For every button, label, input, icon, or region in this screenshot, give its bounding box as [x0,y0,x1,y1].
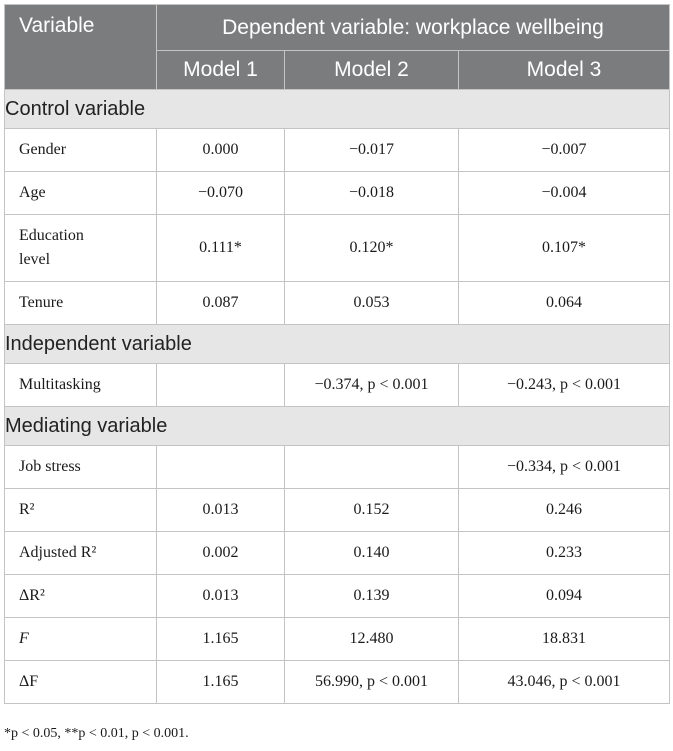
row-label: F [5,618,157,661]
table-row-multitasking [5,364,670,407]
header-model-3: Model 3 [459,51,670,90]
cell-model-1: 0.013 [157,489,285,532]
row-label: Age [5,172,157,215]
cell-model-2: −0.374, p < 0.001 [285,364,459,407]
table-row-r-squared [5,489,670,532]
cell-model-3: 43.046, p < 0.001 [459,661,670,704]
cell-model-1: 0.087 [157,282,285,325]
cell-model-1: 0.111* [157,215,285,282]
cell-model-1: 0.002 [157,532,285,575]
section-label: Mediating variable [5,407,670,446]
cell-model-3: −0.243, p < 0.001 [459,364,670,407]
cell-model-2: −0.017 [285,129,459,172]
cell-model-1 [157,446,285,489]
cell-model-2: 0.120* [285,215,459,282]
cell-model-1: 0.000 [157,129,285,172]
cell-model-2: 0.140 [285,532,459,575]
cell-model-3: 0.094 [459,575,670,618]
cell-model-3: −0.004 [459,172,670,215]
cell-model-1: −0.070 [157,172,285,215]
row-label: ΔF [5,661,157,704]
table-row-job-stress [5,446,670,489]
table-row-f [5,618,670,661]
cell-model-3: 18.831 [459,618,670,661]
cell-model-2: −0.018 [285,172,459,215]
row-label: Job stress [5,446,157,489]
table-row-delta-f [5,661,670,704]
cell-model-1: 1.165 [157,618,285,661]
section-label: Independent variable [5,325,670,364]
section-independent-variable [5,325,670,364]
cell-model-1: 0.013 [157,575,285,618]
row-label: ΔR² [5,575,157,618]
cell-model-2: 56.990, p < 0.001 [285,661,459,704]
cell-model-2: 12.480 [285,618,459,661]
row-label: Gender [5,129,157,172]
header-variable: Variable [5,5,157,90]
table-row-gender [5,129,670,172]
cell-model-3: 0.064 [459,282,670,325]
row-label: Education level [5,215,157,282]
section-mediating-variable [5,407,670,446]
section-label: Control variable [5,90,670,129]
section-control-variable [5,90,670,129]
header-model-1: Model 1 [157,51,285,90]
table-row-education [5,215,670,282]
header-model-2: Model 2 [285,51,459,90]
table-row-tenure [5,282,670,325]
table-row-delta-r-squared [5,575,670,618]
table-row-adjusted-r-squared [5,532,670,575]
row-label: R² [5,489,157,532]
cell-model-2 [285,446,459,489]
regression-table [4,4,670,704]
row-label: Adjusted R² [5,532,157,575]
cell-model-3: −0.007 [459,129,670,172]
row-label: Multitasking [5,364,157,407]
cell-model-3: −0.334, p < 0.001 [459,446,670,489]
cell-model-2: 0.139 [285,575,459,618]
cell-model-3: 0.233 [459,532,670,575]
cell-model-2: 0.152 [285,489,459,532]
table-footnote: *p < 0.05, **p < 0.01, p < 0.001. [4,726,189,741]
cell-model-2: 0.053 [285,282,459,325]
cell-model-1 [157,364,285,407]
cell-model-3: 0.107* [459,215,670,282]
cell-model-3: 0.246 [459,489,670,532]
table-row-age [5,172,670,215]
row-label: Tenure [5,282,157,325]
cell-model-1: 1.165 [157,661,285,704]
header-dependent-variable: Dependent variable: workplace wellbeing [157,5,670,51]
